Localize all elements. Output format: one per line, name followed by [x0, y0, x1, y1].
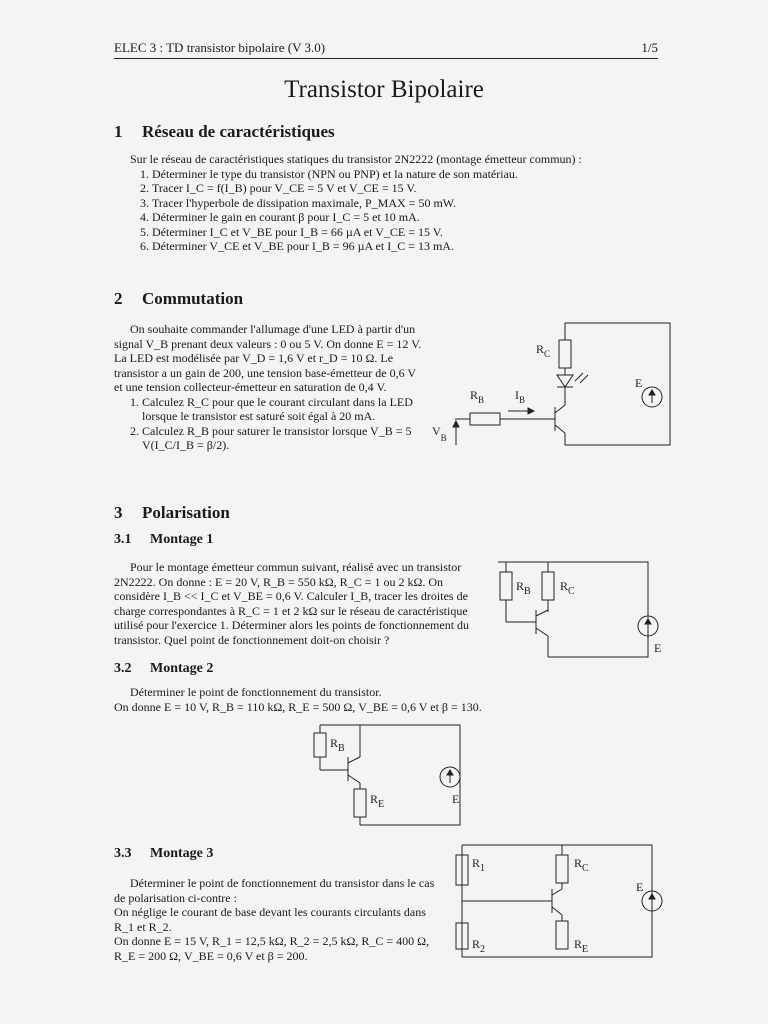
section-2-para-1: On souhaite commander l'allumage d'une LED à partir d'un signal V_B prenant deux valeurs : 0 ou 5 V. On donne E = 12 V. — [114, 322, 422, 351]
section-2-body — [114, 322, 424, 453]
section-number: 1 — [114, 122, 123, 141]
section-1-body — [130, 152, 650, 254]
label-e: E — [654, 641, 662, 655]
montage-2-line-1: Déterminer le point de fonctionnement du transistor. — [130, 685, 382, 699]
montage-3-line-2: On néglige le courant de base devant les courants circulants dans R_1 et R_2. — [114, 905, 426, 934]
section-number: 2 — [114, 289, 123, 308]
label-e: E — [452, 792, 460, 806]
list-item: 1. Calculez R_C pour que le courant circulant dans la LED lorsque le transistor est saturé soit égal à 20 mA. — [142, 395, 424, 424]
resistor-re — [354, 789, 366, 817]
subsection-3-1-heading — [114, 532, 213, 548]
label-e: E — [636, 880, 644, 894]
section-2-list — [114, 395, 424, 453]
label-rb: $R_B$ — [330, 736, 345, 754]
list-item: 5. Déterminer I_C et V_BE pour I_B = 66 µA et V_CE = 15 V. — [152, 225, 650, 240]
subsection-number: 3.1 — [114, 532, 132, 547]
resistor-rc — [556, 855, 568, 883]
section-title: Polarisation — [142, 503, 230, 522]
section-2-para-2: La LED est modélisée par V_D = 1,6 V et r_D = 10 Ω. Le transistor a un gain de 200, une tension base-émetteur de 0,6 V et une tension collecteur-émetteur en saturation de 0,4 V. — [114, 351, 416, 394]
montage-1-text: Pour le montage émetteur commun suivant, réalisé avec un transistor 2N2222. On donne : E = 20 V, R_B = 550 kΩ, R_C = 1 ou 2 kΩ. On considère I_B << I_C et V_BE = 0,6 V. Calculer I_B, tracer les droites de charge correspondantes à R_C = 1 et 2 kΩ sur le réseau de caractéristique utilisé pour l'exercice 1. Déterminer alors les points de fonctionnement du transistor. Quel point de fonctionnement doit-on choisir ? — [114, 560, 470, 647]
label-rc: $R_C$ — [536, 342, 551, 359]
resistor-re — [556, 921, 568, 949]
montage-3-circuit-diagram — [452, 845, 667, 963]
section-3-heading — [114, 503, 230, 523]
resistor-rb — [470, 413, 500, 425]
subsection-number: 3.3 — [114, 846, 132, 861]
section-number: 3 — [114, 503, 123, 522]
section-title: Commutation — [142, 289, 244, 308]
section-1-heading — [114, 122, 335, 142]
label-rc: $R_C$ — [560, 579, 575, 597]
subsection-title: Montage 3 — [150, 846, 214, 861]
label-re: $R_E$ — [574, 937, 589, 955]
montage-3-line-1: Déterminer le point de fonctionnement du transistor dans le cas de polarisation ci-contre : — [114, 876, 435, 905]
list-item: 2. Tracer I_C = f(I_B) pour V_CE = 5 V et V_CE = 15 V. — [152, 181, 650, 196]
section-1-list — [130, 167, 650, 254]
led-symbol — [557, 375, 573, 387]
subsection-title: Montage 2 — [150, 661, 214, 676]
label-vb: $V_B$ — [432, 424, 447, 443]
list-item: 2. Calculez R_B pour saturer le transistor lorsque V_B = 5 V(I_C/I_B = β/2). — [142, 424, 424, 453]
list-item: 1. Déterminer le type du transistor (NPN ou PNP) et la nature de son matériau. — [152, 167, 650, 182]
subsection-3-2-heading — [114, 661, 213, 677]
montage-3-line-3: On donne E = 15 V, R_1 = 12,5 kΩ, R_2 = 2,5 kΩ, R_C = 400 Ω, R_E = 200 Ω, V_BE = 0,6 V et β = 200. — [114, 934, 430, 963]
section-1-intro: Sur le réseau de caractéristiques statiques du transistor 2N2222 (montage émetteur commun) : — [130, 152, 582, 166]
document-title: Transistor Bipolaire — [284, 76, 484, 103]
page-header — [114, 40, 658, 59]
montage-2-text — [114, 685, 554, 714]
montage-1-circuit-diagram — [498, 562, 668, 662]
label-r1: $R_1$ — [472, 856, 486, 874]
label-ib: $I_B$ — [515, 388, 526, 405]
page-number: 1/5 — [641, 40, 658, 55]
subsection-title: Montage 1 — [150, 532, 214, 547]
list-item: 3. Tracer l'hyperbole de dissipation maximale, P_MAX = 50 mW. — [152, 196, 650, 211]
commutation-circuit-diagram — [420, 315, 670, 465]
list-item: 4. Déterminer le gain en courant β pour I_C = 5 et 10 mA. — [152, 210, 650, 225]
subsection-3-3-heading — [114, 846, 213, 862]
label-rb: $R_B$ — [516, 579, 531, 597]
label-re: $R_E$ — [370, 792, 385, 810]
label-rb: $R_B$ — [470, 388, 485, 405]
resistor-rb — [314, 733, 326, 757]
montage-2-line-2: On donne E = 10 V, R_B = 110 kΩ, R_E = 500 Ω, V_BE = 0,6 V et β = 130. — [114, 699, 482, 714]
resistor-rc — [559, 340, 571, 368]
section-title: Réseau de caractéristiques — [142, 122, 335, 141]
montage-3-text — [114, 876, 444, 963]
section-2-heading — [114, 289, 243, 309]
label-r2: $R_2$ — [472, 937, 486, 955]
resistor-rc — [542, 572, 554, 600]
header-title: ELEC 3 : TD transistor bipolaire (V 3.0) — [114, 40, 326, 55]
list-item: 6. Déterminer V_CE et V_BE pour I_B = 96 µA et I_C = 13 mA. — [152, 239, 650, 254]
resistor-rb — [500, 572, 512, 600]
subsection-number: 3.2 — [114, 661, 132, 676]
label-e: E — [635, 376, 643, 390]
montage-2-circuit-diagram — [312, 725, 472, 830]
label-rc: $R_C$ — [574, 856, 589, 874]
